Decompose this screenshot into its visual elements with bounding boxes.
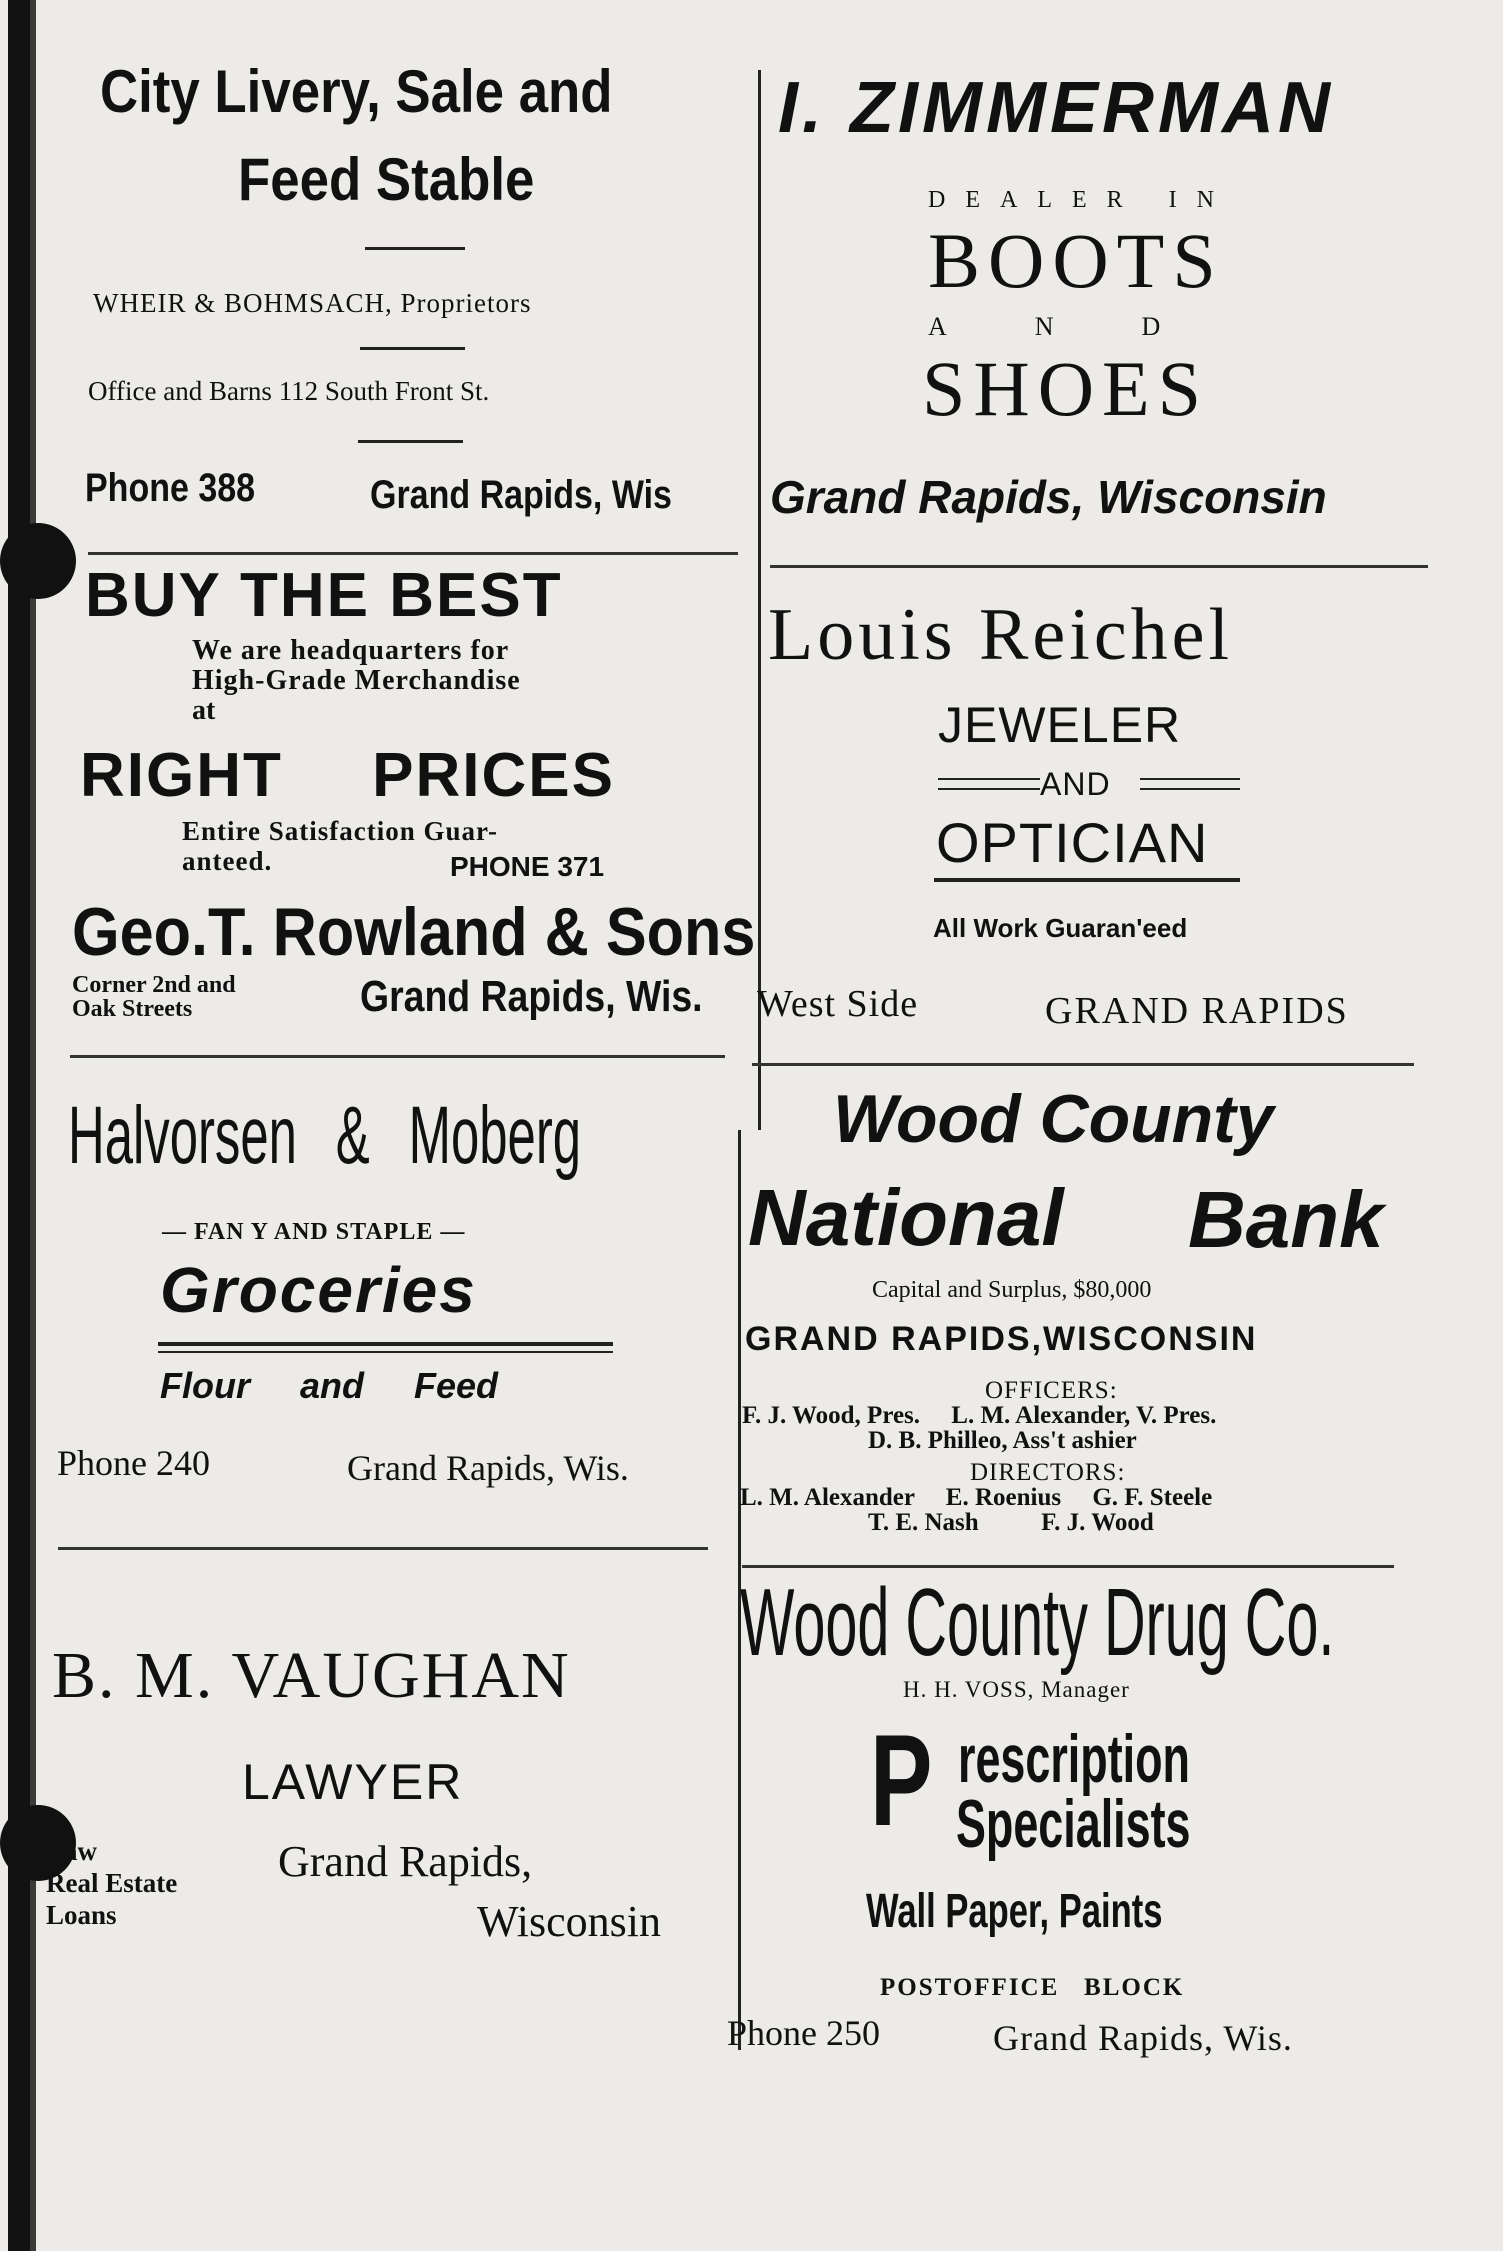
- ad-separator: [770, 565, 1428, 568]
- ad-separator: [88, 552, 738, 555]
- double-rule: [158, 1351, 613, 1353]
- bank-capital: Capital and Surplus, $80,000: [872, 1277, 1152, 1303]
- livery-phone: Phone 388: [85, 466, 256, 510]
- bank-city: GRAND RAPIDS,WISCONSIN: [745, 1320, 1258, 1358]
- livery-title-line1: City Livery, Sale and: [100, 58, 613, 125]
- zimmerman-name: I. ZIMMERMAN: [778, 68, 1334, 148]
- divider: [365, 247, 465, 250]
- livery-proprietors: WHEIR & BOHMSACH, Proprietors: [93, 288, 532, 318]
- drug-city: Grand Rapids, Wis.: [993, 2018, 1293, 2058]
- reichel-city: GRAND RAPIDS: [1045, 990, 1349, 1032]
- rule: [1140, 788, 1240, 790]
- vaughan-city-line2: Wisconsin: [477, 1897, 661, 1946]
- double-rule: [158, 1342, 613, 1346]
- bank-name-line1: Wood County: [833, 1081, 1274, 1157]
- rowland-hq-line2: High-Grade Merchandise: [192, 665, 521, 696]
- reichel-optician: OPTICIAN: [936, 811, 1209, 874]
- vaughan-practice-line3: Loans: [46, 1900, 117, 1930]
- halvorsen-fancy-staple: — FAN Y AND STAPLE —: [162, 1219, 466, 1245]
- zimmerman-city: Grand Rapids, Wisconsin: [770, 471, 1327, 523]
- bank-directors-line2: T. E. Nash F. J. Wood: [868, 1509, 1154, 1536]
- drug-wall-paper: Wall Paper, Paints: [866, 1885, 1163, 1938]
- bank-directors-line1: L. M. Alexander E. Roenius G. F. Steele: [740, 1484, 1213, 1511]
- vaughan-name: B. M. VAUGHAN: [52, 1639, 571, 1712]
- ad-separator: [70, 1055, 725, 1058]
- drug-prescription-initial: P: [870, 1707, 933, 1853]
- zimmerman-boots: BOOTS: [928, 217, 1224, 304]
- binding-shadow: [30, 0, 36, 2251]
- ad-separator: [58, 1547, 708, 1550]
- halvorsen-flour-feed: Flour and Feed: [160, 1365, 499, 1406]
- vaughan-city-line1: Grand Rapids,: [278, 1837, 533, 1886]
- rowland-hq-line1: We are headquarters for: [192, 635, 510, 666]
- rule: [938, 788, 1040, 790]
- reichel-side: West Side: [757, 983, 919, 1025]
- rowland-name: Geo.T. Rowland & Sons: [72, 894, 756, 970]
- ad-separator: [742, 1565, 1394, 1568]
- divider: [360, 347, 465, 350]
- bank-officers-line1: F. J. Wood, Pres. L. M. Alexander, V. Pres.: [742, 1402, 1217, 1429]
- rule: [938, 778, 1040, 780]
- drug-manager: H. H. VOSS, Manager: [903, 1677, 1130, 1702]
- binding-edge: [8, 0, 30, 2251]
- column-divider-upper: [758, 70, 761, 1130]
- rowland-satisfaction-line1: Entire Satisfaction Guar-: [182, 816, 498, 846]
- drug-phone: Phone 250: [727, 2013, 880, 2053]
- livery-office-address: Office and Barns 112 South Front St.: [88, 376, 490, 406]
- zimmerman-shoes: SHOES: [922, 345, 1210, 432]
- rule: [1140, 778, 1240, 780]
- vaughan-practice-line2: Real Estate: [46, 1868, 178, 1898]
- livery-city: Grand Rapids, Wis: [370, 473, 672, 517]
- rowland-right-prices: RIGHT PRICES: [80, 741, 615, 810]
- reichel-and: AND: [1040, 766, 1111, 802]
- zimmerman-and: AND: [928, 312, 1249, 341]
- livery-title-line2: Feed Stable: [238, 146, 535, 213]
- bank-name-bank: Bank: [1188, 1175, 1384, 1264]
- rowland-phone: PHONE 371: [450, 851, 605, 882]
- halvorsen-groceries: Groceries: [160, 1254, 477, 1326]
- vaughan-title: LAWYER: [242, 1754, 464, 1810]
- rowland-city: Grand Rapids, Wis.: [360, 972, 703, 1021]
- rowland-hq-line3: at: [192, 695, 216, 726]
- bank-name-national: National: [748, 1173, 1064, 1262]
- drug-postoffice-block: POSTOFFICE BLOCK: [880, 1974, 1185, 2001]
- ad-separator: [752, 1063, 1414, 1066]
- bank-officers-line2: D. B. Philleo, Ass't ashier: [868, 1427, 1137, 1454]
- reichel-jeweler: JEWELER: [938, 697, 1182, 753]
- rowland-satisfaction-line2: anteed.: [182, 846, 273, 876]
- punch-hole-top: [0, 523, 76, 599]
- rowland-corner-line2: Oak Streets: [72, 996, 193, 1022]
- halvorsen-phone: Phone 240: [57, 1443, 210, 1483]
- bank-directors-heading: DIRECTORS:: [970, 1459, 1126, 1486]
- drug-prescription-line2: Specialists: [956, 1786, 1191, 1862]
- rowland-headline: BUY THE BEST: [85, 561, 563, 630]
- halvorsen-name: Halvorsen & Moberg: [68, 1090, 582, 1181]
- divider: [358, 440, 463, 443]
- zimmerman-dealer-in: DEALER IN: [928, 187, 1234, 213]
- reichel-name: Louis Reichel: [768, 594, 1234, 676]
- rule: [934, 878, 1240, 882]
- vaughan-practice-line1: Law: [46, 1836, 98, 1866]
- halvorsen-city: Grand Rapids, Wis.: [347, 1448, 629, 1488]
- drug-prescription-line1: rescription: [958, 1721, 1190, 1797]
- bank-officers-heading: OFFICERS:: [985, 1377, 1118, 1404]
- rowland-corner-line1: Corner 2nd and: [72, 972, 236, 998]
- drug-name: Wood County Drug Co.: [740, 1569, 1335, 1676]
- reichel-guarantee: All Work Guaran'eed: [933, 913, 1188, 943]
